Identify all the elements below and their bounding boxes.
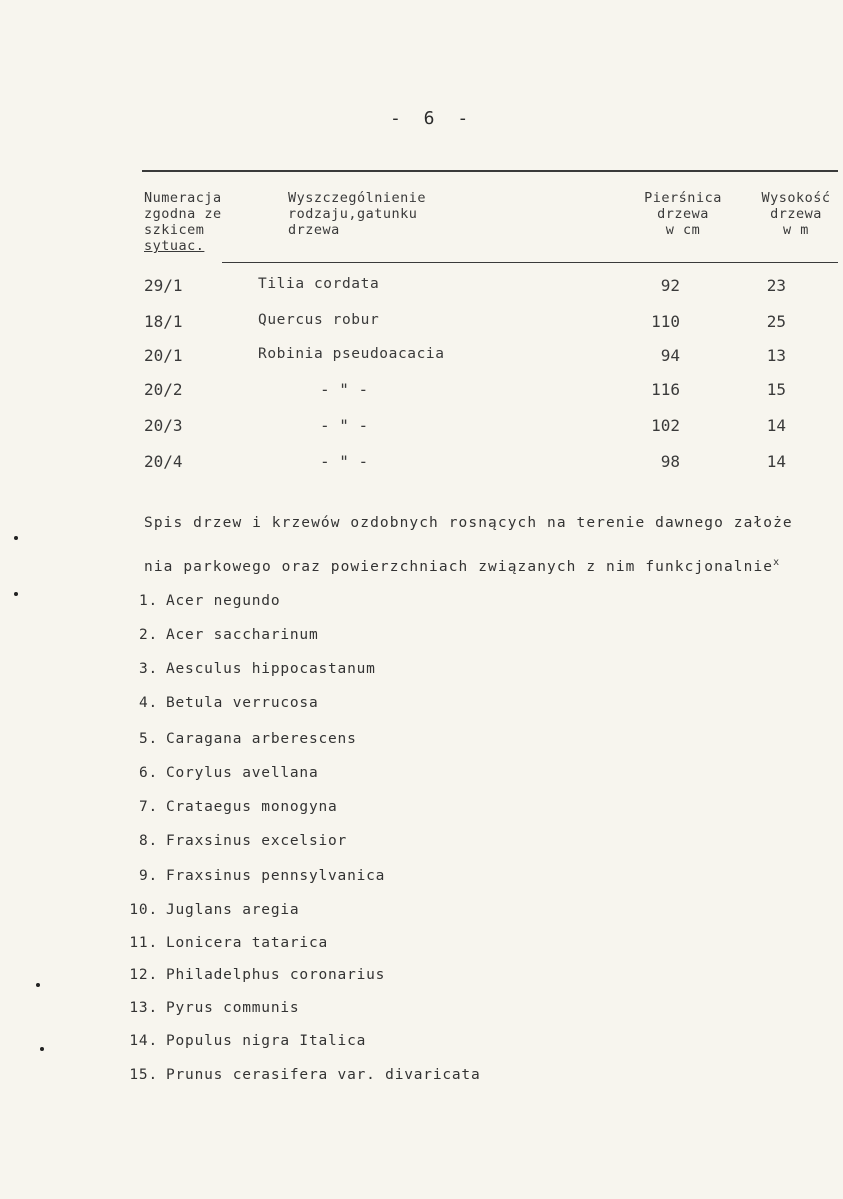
- header-wyszczegolnienie-line-1: Wyszczególnienie: [288, 190, 427, 206]
- header-wyszczegolnienie-line-3: drzewa: [288, 222, 340, 238]
- list-item-number: 11.: [129, 935, 158, 951]
- list-item: [100, 935, 328, 951]
- row-number: 29/1: [144, 276, 183, 295]
- row-circumference: 110: [651, 312, 680, 331]
- list-item-name: Aesculus hippocastanum: [166, 661, 376, 677]
- punch-hole-mark: [36, 983, 40, 987]
- list-item-number: 3.: [138, 661, 158, 677]
- row-height: 25: [766, 312, 786, 331]
- header-wyszczegolnienie: [288, 190, 426, 238]
- list-item-number: 13.: [129, 1000, 158, 1016]
- row-circumference: 94: [660, 346, 680, 365]
- row-height: 14: [766, 416, 786, 435]
- list-item-name: Acer negundo: [166, 593, 281, 609]
- list-item-number: 12.: [129, 967, 158, 983]
- list-item: [100, 695, 318, 711]
- table-row: [0, 416, 843, 440]
- header-piersnica-line-2: drzewa: [657, 206, 709, 222]
- list-item: [100, 1033, 366, 1049]
- list-item-number: 4.: [138, 695, 158, 711]
- list-item: [100, 661, 376, 677]
- header-piersnica-line-3: w cm: [665, 222, 701, 238]
- row-species: Robinia pseudoacacia: [258, 346, 445, 362]
- list-item-name: Populus nigra Italica: [166, 1033, 367, 1049]
- paragraph-line-2: [144, 557, 780, 575]
- list-item-number: 14.: [129, 1033, 158, 1049]
- list-item-name: Philadelphus coronarius: [166, 967, 386, 983]
- header-wysokosc-line-1: Wysokość: [761, 190, 831, 206]
- header-piersnica-line-1: Pierśnica: [644, 190, 722, 206]
- list-item-number: 10.: [129, 902, 158, 918]
- row-circumference: 102: [651, 416, 680, 435]
- row-number: 20/2: [144, 380, 183, 399]
- paragraph-line-1: Spis drzew i krzewów ozdobnych rosnących na terenie dawnego założe: [144, 515, 793, 531]
- header-numeracja-line-4: sytuac.: [144, 238, 205, 254]
- header-numeracja: [144, 190, 222, 254]
- row-number: 20/3: [144, 416, 183, 435]
- table-row: [0, 380, 843, 404]
- footnote-mark: x: [773, 557, 781, 568]
- list-item: [100, 967, 385, 983]
- list-item: [100, 627, 318, 643]
- list-item-number: 6.: [138, 765, 158, 781]
- row-ditto-mark: - " -: [320, 380, 369, 399]
- row-species: Quercus robur: [258, 312, 380, 328]
- list-item-number: 15.: [129, 1067, 158, 1083]
- list-item: [100, 765, 318, 781]
- row-ditto-mark: - " -: [320, 452, 369, 471]
- page-number: - 6 -: [390, 108, 475, 129]
- row-height: 23: [766, 276, 786, 295]
- header-wysokosc-line-2: drzewa: [770, 206, 822, 222]
- list-item: [100, 833, 347, 849]
- punch-hole-mark: [40, 1047, 44, 1051]
- row-circumference: 92: [660, 276, 680, 295]
- list-item-name: Juglans aregia: [166, 902, 300, 918]
- header-wyszczegolnienie-line-2: rodzaju,gatunku: [288, 206, 418, 222]
- punch-hole-mark: [14, 536, 18, 540]
- list-item-name: Betula verrucosa: [166, 695, 319, 711]
- list-item-number: 8.: [138, 833, 158, 849]
- list-item-name: Prunus cerasifera var. divaricata: [166, 1067, 481, 1083]
- list-item: [100, 1000, 299, 1016]
- list-item-number: 9.: [138, 868, 158, 884]
- list-item: [100, 902, 299, 918]
- list-item-name: Crataegus monogyna: [166, 799, 338, 815]
- list-item-name: Fraxsinus excelsior: [166, 833, 348, 849]
- paragraph-line-2-text: nia parkowego oraz powierzchniach związanych z nim funkcjonalnie: [144, 558, 774, 575]
- list-item: [100, 1067, 480, 1083]
- list-item-name: Fraxsinus pennsylvanica: [166, 868, 386, 884]
- row-number: 18/1: [144, 312, 183, 331]
- list-item: [100, 799, 338, 815]
- list-item-name: Acer saccharinum: [166, 627, 319, 643]
- row-height: 13: [766, 346, 786, 365]
- list-item-name: Corylus avellana: [166, 765, 319, 781]
- list-item-name: Pyrus communis: [166, 1000, 300, 1016]
- list-item-number: 5.: [138, 731, 158, 747]
- table-header-rule: [222, 262, 838, 263]
- table-row: [0, 452, 843, 476]
- list-item-number: 1.: [138, 593, 158, 609]
- table-row: [0, 276, 843, 300]
- list-item: [100, 868, 385, 884]
- list-item: [100, 593, 280, 609]
- header-piersnica: [628, 190, 738, 238]
- row-number: 20/1: [144, 346, 183, 365]
- row-circumference: 116: [651, 380, 680, 399]
- header-wysokosc: [750, 190, 842, 238]
- row-height: 14: [766, 452, 786, 471]
- row-species: Tilia cordata: [258, 276, 380, 292]
- list-item-number: 2.: [138, 627, 158, 643]
- header-numeracja-line-1: Numeracja: [144, 190, 222, 206]
- list-item-name: Caragana arberescens: [166, 731, 357, 747]
- header-numeracja-line-2: zgodna ze: [144, 206, 222, 222]
- row-number: 20/4: [144, 452, 183, 471]
- list-item: [100, 731, 357, 747]
- table-top-rule: [142, 170, 838, 172]
- table-row: [0, 312, 843, 336]
- punch-hole-mark: [14, 592, 18, 596]
- list-item-number: 7.: [138, 799, 158, 815]
- row-circumference: 98: [660, 452, 680, 471]
- header-numeracja-line-3: szkicem: [144, 222, 205, 238]
- row-height: 15: [766, 380, 786, 399]
- table-row: [0, 346, 843, 370]
- header-wysokosc-line-3: w m: [783, 222, 809, 238]
- list-item-name: Lonicera tatarica: [166, 935, 329, 951]
- row-ditto-mark: - " -: [320, 416, 369, 435]
